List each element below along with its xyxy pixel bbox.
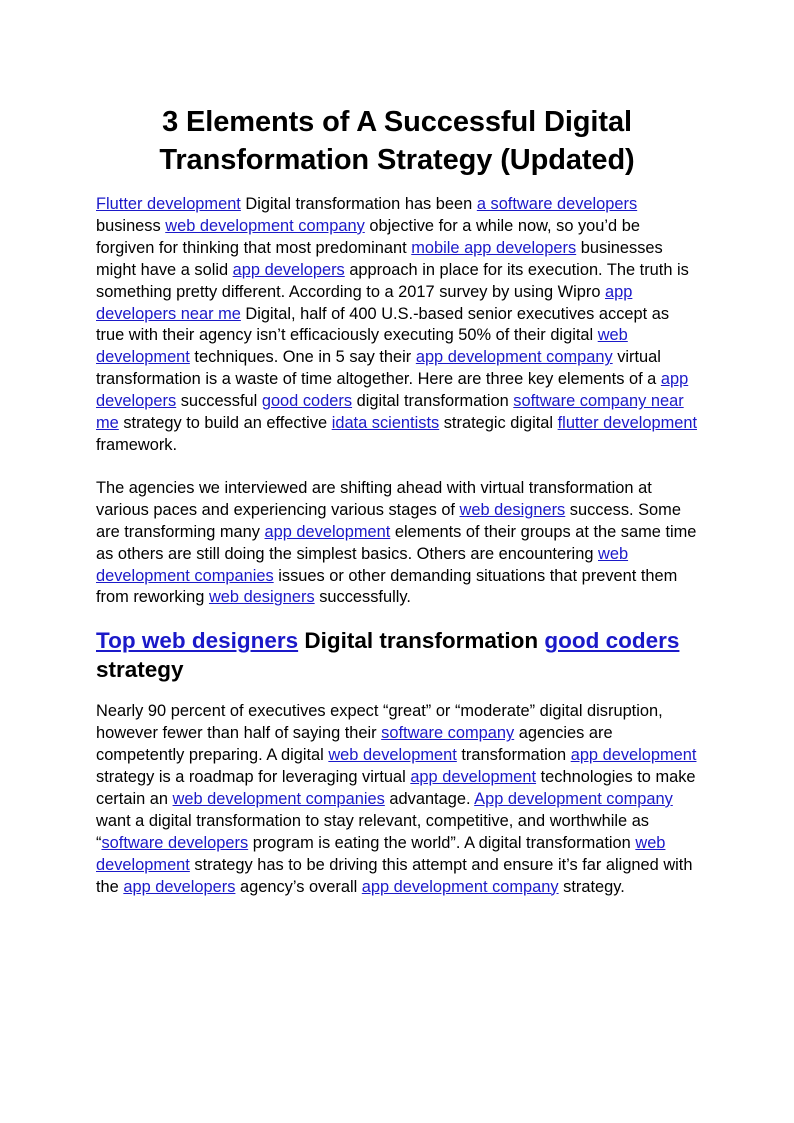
body-text: Nearly 90 percent of executives expect “great” or “moderate” digital disruption, however fewer than half of saying their xyxy=(96,702,663,743)
body-text: success. Some are transforming many xyxy=(96,500,681,541)
body-text: agencies are competently preparing. A digital xyxy=(96,724,613,765)
body-text: objective for a while now, so you’d be forgiven for thinking that most predominant xyxy=(96,216,640,257)
body-text: virtual transformation is a waste of time altogether. Here are three key elements of a xyxy=(96,348,661,389)
paragraph-intro xyxy=(96,194,698,457)
hyperlink[interactable]: web designers xyxy=(208,588,315,607)
body-text: successfully. xyxy=(314,588,411,607)
body-text: successful xyxy=(176,392,262,411)
body-text: Digital transformation has been xyxy=(240,195,477,213)
body-text: elements of their groups at the same time as others are still doing the simplest basics. Others are encountering xyxy=(96,522,697,563)
document-page xyxy=(96,103,698,898)
section-heading xyxy=(96,626,698,684)
body-text: program is eating the world”. A digital transformation xyxy=(248,833,636,852)
body-text: businesses might have a solid xyxy=(96,238,663,279)
body-text: framework. xyxy=(96,435,178,454)
hyperlink[interactable]: flutter development xyxy=(557,414,698,433)
body-text: strategy is a roadmap for leveraging virtual xyxy=(96,768,411,787)
hyperlink[interactable]: web development companies xyxy=(172,789,385,808)
body-text: strategy to build an effective xyxy=(118,414,332,433)
hyperlink[interactable]: web development xyxy=(96,326,628,367)
hyperlink[interactable]: good coders xyxy=(261,392,353,411)
hyperlink[interactable]: software developers xyxy=(101,833,249,852)
body-text: issues or other demanding situations that prevent them from reworking xyxy=(96,566,678,607)
hyperlink[interactable]: app development xyxy=(570,746,697,765)
body-text: business xyxy=(96,216,166,235)
hyperlink[interactable]: good coders xyxy=(544,628,680,654)
paragraph-agencies xyxy=(96,478,698,609)
body-text: Digital, half of 400 U.S.-based senior executives accept as true with their agency isn’t efficaciously executing 50% of their digital xyxy=(96,304,670,345)
body-text: agency’s overall xyxy=(235,877,362,896)
hyperlink[interactable]: app development xyxy=(410,768,537,787)
hyperlink[interactable]: app development company xyxy=(415,348,613,367)
hyperlink[interactable]: web development companies xyxy=(96,544,629,585)
body-text: advantage. xyxy=(384,789,475,808)
hyperlink[interactable]: app development company xyxy=(361,877,559,896)
hyperlink[interactable]: app developers xyxy=(123,877,236,896)
hyperlink[interactable]: Top web designers xyxy=(96,628,299,654)
body-text: strategy xyxy=(96,657,184,683)
body-text: techniques. One in 5 say their xyxy=(189,348,416,367)
hyperlink[interactable]: app developers xyxy=(96,370,689,411)
body-text: approach in place for its execution. The truth is something pretty different. According to a 2017 survey by using Wipro xyxy=(96,260,689,301)
hyperlink[interactable]: web designers xyxy=(459,500,566,519)
hyperlink[interactable]: software company xyxy=(381,724,515,743)
body-text: strategic digital xyxy=(439,414,558,433)
hyperlink[interactable]: app developers xyxy=(232,260,345,279)
hyperlink[interactable]: mobile app developers xyxy=(411,238,577,257)
body-text: Digital transformation xyxy=(298,628,545,654)
paragraph-executives xyxy=(96,701,698,898)
hyperlink[interactable]: app developers near me xyxy=(96,282,633,323)
hyperlink[interactable]: web development company xyxy=(165,216,365,235)
hyperlink[interactable]: web development xyxy=(328,746,457,765)
hyperlink[interactable]: web development xyxy=(96,833,666,874)
hyperlink[interactable]: App development company xyxy=(474,789,673,808)
hyperlink[interactable]: app development xyxy=(264,522,391,541)
body-text: The agencies we interviewed are shifting ahead with virtual transformation at various paces and experiencing various stages of xyxy=(96,478,652,519)
body-text: strategy. xyxy=(558,877,625,896)
hyperlink[interactable]: software company near me xyxy=(96,392,684,433)
body-text: digital transformation xyxy=(352,392,514,411)
document-title: 3 Elements of A Successful Digital Transformation Strategy (Updated) xyxy=(159,106,635,176)
body-text: want a digital transformation to stay relevant, competitive, and worthwhile as “ xyxy=(96,811,649,852)
body-text: strategy has to be driving this attempt and ensure it’s far aligned with the xyxy=(96,855,693,896)
body-text: technologies to make certain an xyxy=(96,768,696,808)
hyperlink[interactable]: a software developers xyxy=(476,195,638,213)
body-text: transformation xyxy=(456,746,571,765)
hyperlink[interactable]: idata scientists xyxy=(331,414,440,433)
hyperlink[interactable]: Flutter development xyxy=(96,195,241,213)
